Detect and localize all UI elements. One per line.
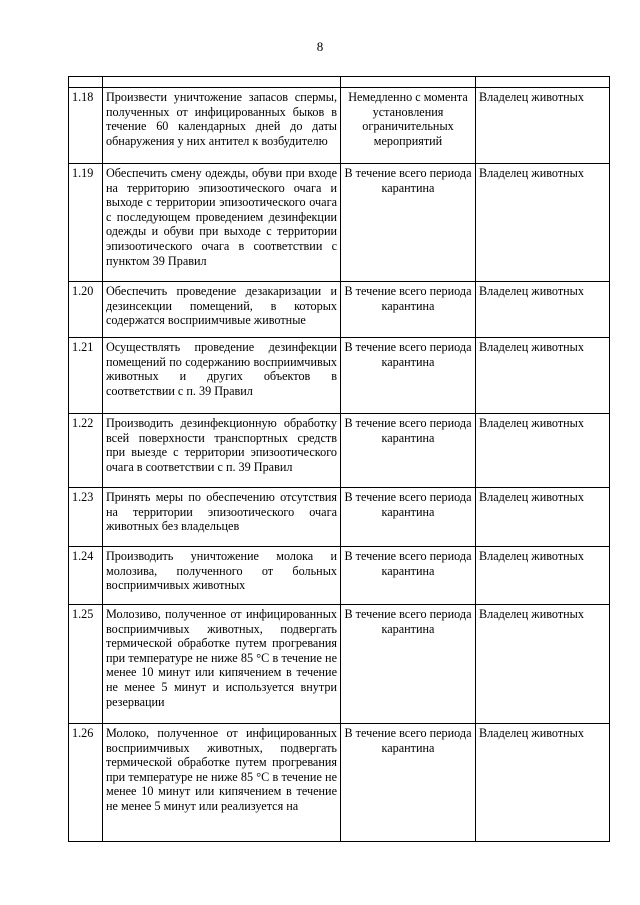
table-row — [69, 414, 610, 488]
table-row — [69, 724, 610, 842]
empty-cell — [103, 77, 341, 88]
measure-text: Производить дезинфекционную обработку всей поверхности транспортных средств при выезде с территории эпизоотического очага в соответствии с п. 39 Правил — [103, 414, 341, 488]
item-number: 1.18 — [69, 88, 103, 164]
empty-cell — [476, 77, 610, 88]
measure-text: Произвести уничтожение запасов спермы, полученных от инфицированных быков в течение 60 календарных дней до даты обнаружения у них антител к возбудителю — [103, 88, 341, 164]
measure-term: В течение всего периода карантина — [341, 338, 476, 414]
measure-term: В течение всего периода карантина — [341, 282, 476, 338]
table-continuation-row — [69, 77, 610, 88]
item-number: 1.23 — [69, 488, 103, 547]
empty-cell — [341, 77, 476, 88]
table-row — [69, 605, 610, 724]
measure-responsible: Владелец животных — [476, 164, 610, 282]
measures-table — [68, 76, 610, 842]
item-number: 1.26 — [69, 724, 103, 842]
measure-responsible: Владелец животных — [476, 547, 610, 605]
item-number: 1.20 — [69, 282, 103, 338]
measure-responsible: Владелец животных — [476, 724, 610, 842]
item-number: 1.19 — [69, 164, 103, 282]
measure-responsible: Владелец животных — [476, 338, 610, 414]
page-number: 8 — [316, 39, 324, 54]
table-row — [69, 88, 610, 164]
item-number: 1.21 — [69, 338, 103, 414]
measure-responsible: Владелец животных — [476, 414, 610, 488]
measure-text: Молозиво, полученное от инфицированных восприимчивых животных, подвергать термической обработке путем прогревания при температуре не ниже 85 °С в течение не менее 10 минут или кипячением в течение не менее 5 минут и используется внутри резервации — [103, 605, 341, 724]
measure-term: Немедленно с момента установления ограничительных мероприятий — [341, 88, 476, 164]
item-number: 1.22 — [69, 414, 103, 488]
measure-text: Обеспечить смену одежды, обуви при входе на территорию эпизоотического очага и выходе с территории эпизоотического очага с последующем проведением дезинфекции одежды и обуви при выходе с территории эпизоотического очага в соответствии с пунктом 39 Правил — [103, 164, 341, 282]
item-number: 1.24 — [69, 547, 103, 605]
measure-responsible: Владелец животных — [476, 488, 610, 547]
measure-text: Обеспечить проведение дезакаризации и дезинсекции помещений, в которых содержатся восприимчивые животные — [103, 282, 341, 338]
measure-term: В течение всего периода карантина — [341, 724, 476, 842]
measure-responsible: Владелец животных — [476, 88, 610, 164]
empty-cell — [69, 77, 103, 88]
measure-text: Молоко, полученное от инфицированных восприимчивых животных, подвергать термической обработке путем прогревания при температуре не ниже 85 °С в течение не менее 10 минут или кипячением в течение не менее 5 минут или реализуется на — [103, 724, 341, 842]
table-row — [69, 282, 610, 338]
table-row — [69, 164, 610, 282]
measure-text: Осуществлять проведение дезинфекции помещений по содержанию восприимчивых животных и других объектов в соответствии с п. 39 Правил — [103, 338, 341, 414]
measure-text: Принять меры по обеспечению отсутствия на территории эпизоотического очага животных без владельцев — [103, 488, 341, 547]
measure-term: В течение всего периода карантина — [341, 605, 476, 724]
measure-term: В течение всего периода карантина — [341, 547, 476, 605]
measure-responsible: Владелец животных — [476, 282, 610, 338]
measure-term: В течение всего периода карантина — [341, 164, 476, 282]
table-row — [69, 338, 610, 414]
measure-text: Производить уничтожение молока и молозива, полученного от больных восприимчивых животных — [103, 547, 341, 605]
measure-term: В течение всего периода карантина — [341, 414, 476, 488]
table-row — [69, 488, 610, 547]
measure-term: В течение всего периода карантина — [341, 488, 476, 547]
table-row — [69, 547, 610, 605]
item-number: 1.25 — [69, 605, 103, 724]
measure-responsible: Владелец животных — [476, 605, 610, 724]
